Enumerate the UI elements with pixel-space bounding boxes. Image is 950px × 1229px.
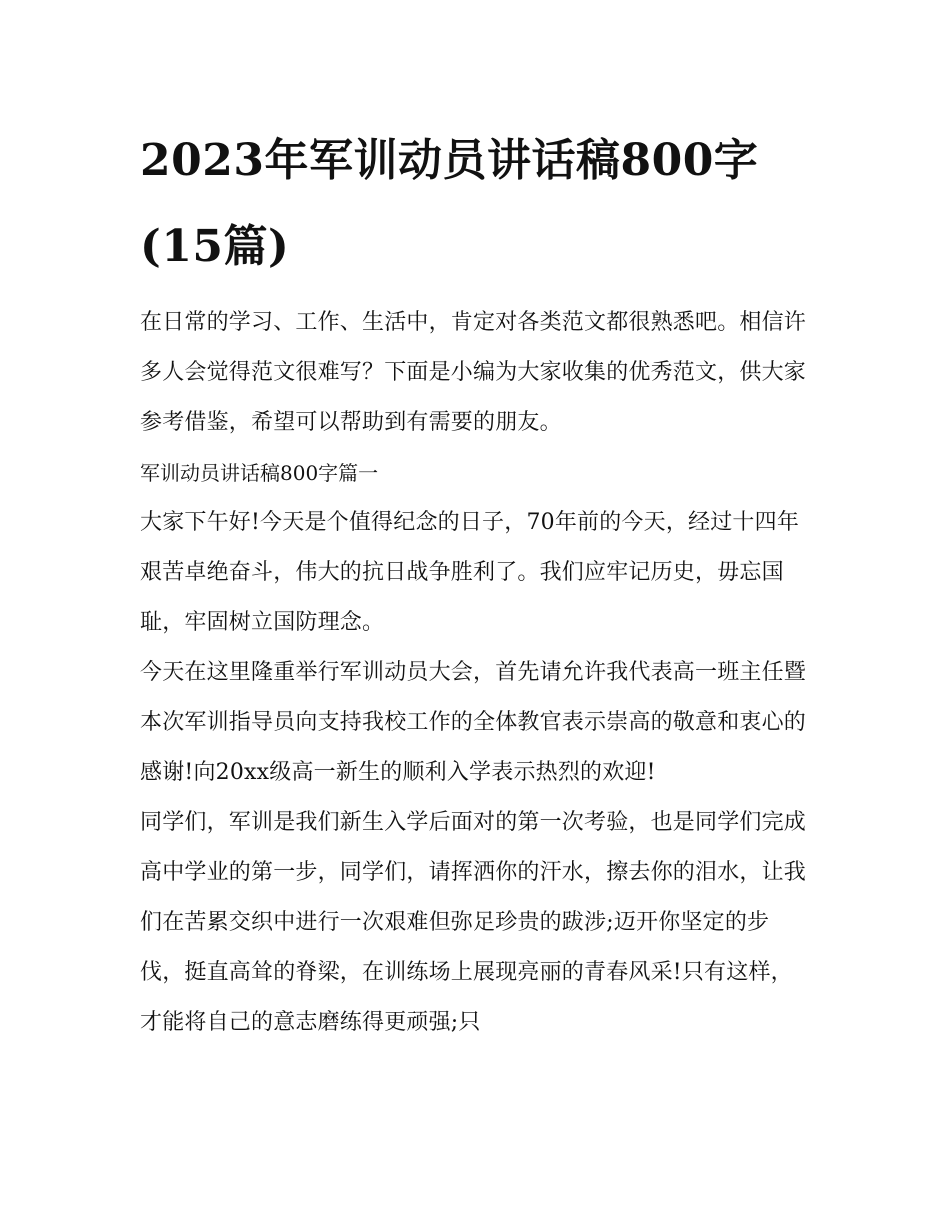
body-paragraph: 今天在这里隆重举行军训动员大会，首先请允许我代表高一班主任暨本次军训指导员向支持我校工作的全体教官表示崇高的敬意和衷心的感谢!向20xx级高一新生的顺利入学表示热烈的欢迎! bbox=[140, 660, 807, 785]
body-paragraph: 同学们，军训是我们新生入学后面对的第一次考验，也是同学们完成高中学业的第一步，同学们，请挥洒你的汗水，擦去你的泪水，让我们在苦累交织中进行一次艰难但弥足珍贵的跋涉;迈开你坚定的步伐，挺直高耸的脊梁，在训练场上展现亮丽的青春风采!只有这样，才能将自己的意志磨练得更顽强;只 bbox=[140, 810, 807, 1035]
body-paragraph: 大家下午好!今天是个值得纪念的日子，70年前的今天，经过十四年艰苦卓绝奋斗，伟大的抗日战争胜利了。我们应牢记历史，毋忘国耻，牢固树立国防理念。 bbox=[140, 510, 800, 635]
document-body bbox=[140, 298, 812, 1048]
document-title: 2023年军训动员讲话稿800字(15篇) bbox=[140, 135, 759, 272]
intro-paragraph: 在日常的学习、工作、生活中，肯定对各类范文都很熟悉吧。相信许多人会觉得范文很难写？下面是小编为大家收集的优秀范文，供大家参考借鉴，希望可以帮助到有需要的朋友。 bbox=[140, 310, 807, 435]
document-page bbox=[140, 0, 812, 1048]
section-heading: 军训动员讲话稿800字篇一 bbox=[140, 461, 379, 485]
